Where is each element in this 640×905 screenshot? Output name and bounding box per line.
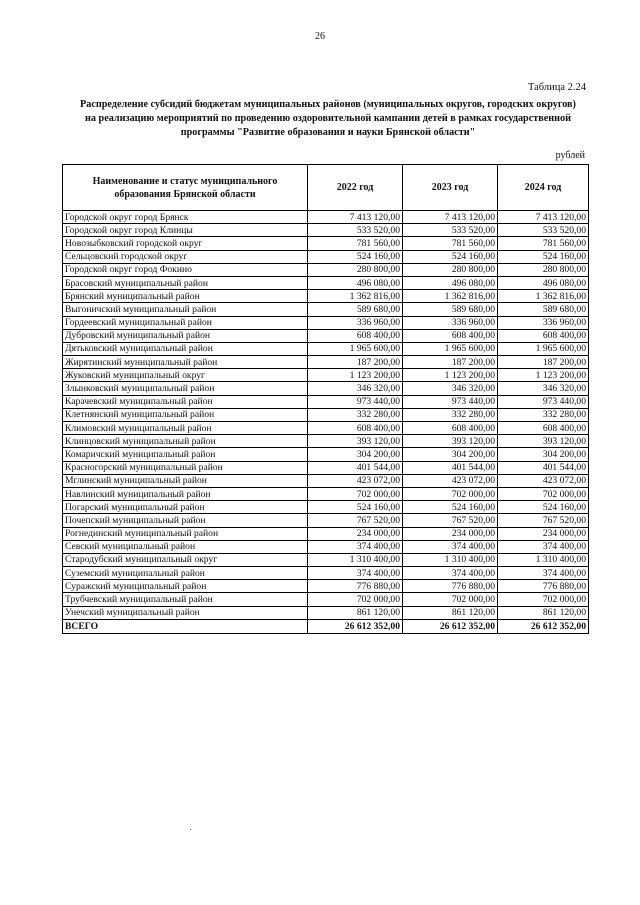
cell-2024: 336 960,00 [498,316,589,329]
cell-2023: 304 200,00 [403,448,498,461]
table-row [63,329,589,342]
cell-2022: 781 560,00 [308,237,403,250]
cell-name: Новозыбковский городской округ [63,237,308,250]
cell-2023: 973 440,00 [403,395,498,408]
cell-2022: 374 400,00 [308,540,403,553]
table-row [63,461,589,474]
cell-2024: 496 080,00 [498,276,589,289]
cell-2023: 702 000,00 [403,487,498,500]
table-row [63,501,589,514]
cell-name: Злынковский муниципальный район [63,382,308,395]
cell-name: Климовский муниципальный район [63,422,308,435]
cell-2023: 496 080,00 [403,276,498,289]
cell-name: Клетнянский муниципальный район [63,408,308,421]
cell-2022: 1 965 600,00 [308,342,403,355]
cell-2024: 1 362 816,00 [498,290,589,303]
table-body [63,211,589,634]
cell-2023: 1 123 200,00 [403,369,498,382]
cell-name: Жирятинский муниципальный район [63,356,308,369]
title-line: на реализацию мероприятий по проведению оздоровительной кампании детей в рамках государственной [85,113,571,124]
cell-2023: 1 310 400,00 [403,553,498,566]
table-header-row [63,165,589,211]
cell-2023: 524 160,00 [403,501,498,514]
cell-2023: 608 400,00 [403,422,498,435]
cell-2022: 374 400,00 [308,567,403,580]
cell-2022: 393 120,00 [308,435,403,448]
cell-2023: 608 400,00 [403,329,498,342]
page-number: 26 [315,31,325,42]
cell-2023: 776 880,00 [403,580,498,593]
cell-2022: 608 400,00 [308,329,403,342]
total-cell-2022: 26 612 352,00 [308,619,403,633]
title-line: Распределение субсидий бюджетам муниципальных районов (муниципальных округов, городских округов) [80,99,576,110]
cell-2024: 776 880,00 [498,580,589,593]
cell-2024: 589 680,00 [498,303,589,316]
header-2024: 2024 год [498,165,589,211]
table-row [63,224,589,237]
cell-2024: 346 320,00 [498,382,589,395]
table-row [63,395,589,408]
cell-name: Суражский муниципальный район [63,580,308,593]
cell-2023: 1 965 600,00 [403,342,498,355]
cell-2023: 374 400,00 [403,567,498,580]
cell-2022: 1 310 400,00 [308,553,403,566]
table-row [63,580,589,593]
cell-name: Мглинский муниципальный район [63,474,308,487]
cell-2023: 589 680,00 [403,303,498,316]
cell-2024: 767 520,00 [498,514,589,527]
cell-2024: 280 800,00 [498,263,589,276]
cell-2022: 304 200,00 [308,448,403,461]
cell-name: Брянский муниципальный район [63,290,308,303]
total-cell-2023: 26 612 352,00 [403,619,498,633]
cell-2022: 524 160,00 [308,250,403,263]
table-row [63,303,589,316]
cell-2024: 1 310 400,00 [498,553,589,566]
unit-label: рублей [555,150,585,161]
cell-2022: 589 680,00 [308,303,403,316]
cell-2022: 1 123 200,00 [308,369,403,382]
cell-2023: 524 160,00 [403,250,498,263]
cell-2023: 767 520,00 [403,514,498,527]
cell-2022: 346 320,00 [308,382,403,395]
cell-2024: 7 413 120,00 [498,211,589,224]
cell-2022: 7 413 120,00 [308,211,403,224]
cell-2023: 374 400,00 [403,540,498,553]
cell-name: Дубровский муниципальный район [63,329,308,342]
cell-2022: 608 400,00 [308,422,403,435]
table-row [63,263,589,276]
table-row [63,237,589,250]
cell-2023: 234 000,00 [403,527,498,540]
cell-2024: 702 000,00 [498,487,589,500]
cell-2024: 861 120,00 [498,606,589,619]
cell-2024: 608 400,00 [498,329,589,342]
table-row [63,606,589,619]
cell-name: Дятьковский муниципальный район [63,342,308,355]
cell-2023: 702 000,00 [403,593,498,606]
cell-name: Жуковский муниципальный округ [63,369,308,382]
cell-name: Севский муниципальный район [63,540,308,553]
table-row [63,250,589,263]
cell-name: Почепский муниципальный район [63,514,308,527]
cell-name: Карачевский муниципальный район [63,395,308,408]
cell-name: Унечский муниципальный район [63,606,308,619]
cell-name: Красногорский муниципальный район [63,461,308,474]
cell-name: Сельцовский городской округ [63,250,308,263]
cell-2022: 776 880,00 [308,580,403,593]
cell-name: Гордеевский муниципальный район [63,316,308,329]
cell-2023: 187 200,00 [403,356,498,369]
cell-name: Клинцовский муниципальный район [63,435,308,448]
cell-2023: 861 120,00 [403,606,498,619]
cell-2024: 781 560,00 [498,237,589,250]
cell-2022: 187 200,00 [308,356,403,369]
cell-2024: 423 072,00 [498,474,589,487]
cell-2022: 973 440,00 [308,395,403,408]
cell-name: Городской округ город Брянск [63,211,308,224]
cell-name: Выгоничский муниципальный район [63,303,308,316]
cell-2023: 1 362 816,00 [403,290,498,303]
cell-2022: 702 000,00 [308,593,403,606]
cell-name: Городской округ город Клинцы [63,224,308,237]
cell-2022: 496 080,00 [308,276,403,289]
subsidy-table [62,164,589,634]
cell-2022: 401 544,00 [308,461,403,474]
cell-2022: 1 362 816,00 [308,290,403,303]
cell-2022: 234 000,00 [308,527,403,540]
table-row [63,356,589,369]
cell-2024: 973 440,00 [498,395,589,408]
cell-2024: 533 520,00 [498,224,589,237]
total-cell-name: ВСЕГО [63,619,308,633]
cell-2023: 533 520,00 [403,224,498,237]
table-row [63,342,589,355]
table-row [63,593,589,606]
cell-2024: 1 965 600,00 [498,342,589,355]
cell-2023: 393 120,00 [403,435,498,448]
table-row [63,435,589,448]
table-row [63,382,589,395]
cell-2024: 332 280,00 [498,408,589,421]
title-line: программы "Развитие образования и науки Брянской области" [180,127,476,138]
cell-2023: 332 280,00 [403,408,498,421]
cell-2022: 423 072,00 [308,474,403,487]
cell-name: Навлинский муниципальный район [63,487,308,500]
cell-2024: 187 200,00 [498,356,589,369]
table-row [63,487,589,500]
cell-2023: 336 960,00 [403,316,498,329]
cell-2022: 336 960,00 [308,316,403,329]
cell-2022: 702 000,00 [308,487,403,500]
cell-2023: 346 320,00 [403,382,498,395]
cell-2023: 781 560,00 [403,237,498,250]
cell-2024: 374 400,00 [498,540,589,553]
table-row [63,316,589,329]
table-row [63,474,589,487]
cell-name: Стародубский муниципальный округ [63,553,308,566]
cell-2022: 533 520,00 [308,224,403,237]
cell-2024: 608 400,00 [498,422,589,435]
cell-2023: 7 413 120,00 [403,211,498,224]
cell-name: Комаричский муниципальный район [63,448,308,461]
cell-2022: 280 800,00 [308,263,403,276]
table-row [63,369,589,382]
cell-2022: 861 120,00 [308,606,403,619]
cell-2023: 401 544,00 [403,461,498,474]
total-cell-2024: 26 612 352,00 [498,619,589,633]
cell-name: Суземский муниципальный район [63,567,308,580]
cell-2024: 702 000,00 [498,593,589,606]
table-row [63,276,589,289]
total-row [63,619,589,633]
cell-2024: 374 400,00 [498,567,589,580]
cell-name: Брасовский муниципальный район [63,276,308,289]
document-title [68,98,588,140]
cell-2024: 393 120,00 [498,435,589,448]
table-row [63,422,589,435]
cell-2024: 401 544,00 [498,461,589,474]
cell-2022: 524 160,00 [308,501,403,514]
table-row [63,540,589,553]
table-row [63,290,589,303]
header-2022: 2022 год [308,165,403,211]
table-label: Таблица 2.24 [527,82,586,93]
table-row [63,514,589,527]
cell-2024: 524 160,00 [498,250,589,263]
cell-2022: 767 520,00 [308,514,403,527]
cell-2023: 423 072,00 [403,474,498,487]
table-row [63,211,589,224]
table-row [63,527,589,540]
table-row [63,408,589,421]
cell-2022: 332 280,00 [308,408,403,421]
cell-name: Рогнединский муниципальный район [63,527,308,540]
cell-2024: 1 123 200,00 [498,369,589,382]
cell-name: Трубчевский муниципальный район [63,593,308,606]
cell-2024: 304 200,00 [498,448,589,461]
table-row [63,553,589,566]
table-row [63,567,589,580]
cell-2023: 280 800,00 [403,263,498,276]
cell-name: Городской округ город Фокино [63,263,308,276]
header-2023: 2023 год [403,165,498,211]
table-row [63,448,589,461]
cell-name: Погарский муниципальный район [63,501,308,514]
header-name: Наименование и статус муниципального образования Брянской области [63,165,308,211]
cell-2024: 524 160,00 [498,501,589,514]
cell-2024: 234 000,00 [498,527,589,540]
scan-speck [190,829,191,830]
